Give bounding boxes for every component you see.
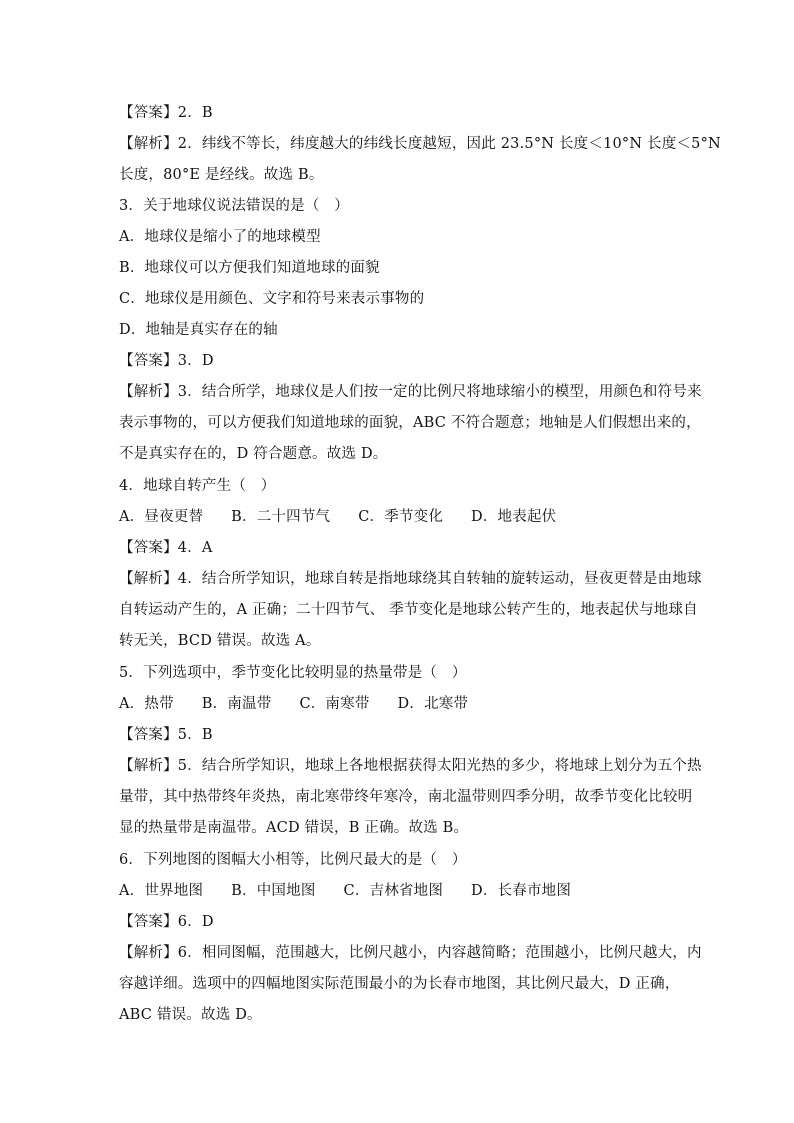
analysis-q6-line3: ABC 错误。故选 D。: [119, 1007, 262, 1023]
question-5: 5．下列选项中，季节变化比较明显的热量带是（ ）: [119, 665, 467, 681]
q4-options: [119, 507, 584, 527]
analysis-q6-line1: 【解析】6．相同图幅，范围越大，比例尺越小，内容越简略；范围越小，比例尺越大，内: [119, 945, 702, 961]
q5-option-d: D．北寒带: [397, 696, 469, 712]
q6-option-d: D．长春市地图: [471, 883, 572, 899]
q6-option-b: B．中国地图: [231, 883, 316, 899]
analysis-q4-line3: 转无关，BCD 错误。故选 A。: [119, 633, 321, 649]
analysis-q3-line2: 表示事物的，可以方便我们知道地球的面貌，ABC 不符合题意；地轴是人们假想出来的，: [119, 415, 701, 431]
question-3: 3．关于地球仪说法错误的是（ ）: [119, 198, 349, 214]
analysis-q5-line3: 显的热量带是南温带。ACD 错误，B 正确。故选 B。: [119, 820, 469, 836]
q6-options: [119, 881, 599, 901]
q3-option-c: C．地球仪是用颜色、文字和符号来表示事物的: [119, 291, 425, 307]
q5-options: [119, 694, 496, 714]
q6-option-a: A．世界地图: [119, 883, 204, 899]
analysis-q4-line2: 自转运动产生的，A 正确；二十四节气、 季节变化是地球公转产生的，地表起伏与地球自: [119, 602, 698, 618]
analysis-q6-line2: 容越详细。选项中的四幅地图实际范围最小的为长春市地图，其比例尺最大，D 正确，: [119, 976, 680, 992]
q3-option-b: B．地球仪可以方便我们知道地球的面貌: [119, 260, 380, 276]
q5-option-b: B．南温带: [201, 696, 272, 712]
q3-option-a: A．地球仪是缩小了的地球模型: [119, 229, 321, 245]
q3-option-d: D．地轴是真实存在的轴: [119, 322, 278, 338]
answer-q4: 【答案】4．A: [119, 540, 213, 556]
answer-q2: 【答案】2．B: [119, 105, 213, 121]
q6-option-c: C．吉林省地图: [343, 883, 444, 899]
q5-option-c: C．南寒带: [299, 696, 370, 712]
answer-q3: 【答案】3．D: [119, 353, 214, 369]
answer-q6: 【答案】6．D: [119, 914, 214, 930]
analysis-q2-line1: 【解析】2．纬线不等长，纬度越大的纬线长度越短，因此 23.5°N 长度＜10°N 长度＜5°N: [119, 136, 721, 152]
analysis-q3-line1: 【解析】3．结合所学，地球仪是人们按一定的比例尺将地球缩小的模型，用颜色和符号来: [119, 384, 702, 400]
analysis-q4-line1: 【解析】4．结合所学知识，地球自转是指地球绕其自转轴的旋转运动，昼夜更替是由地球: [119, 571, 702, 587]
analysis-q2-line2: 长度，80°E 是经线。故选 B。: [119, 167, 324, 183]
q4-option-a: A．昼夜更替: [119, 509, 204, 525]
question-4: 4．地球自转产生（ ）: [119, 478, 276, 494]
q4-option-c: C．季节变化: [358, 509, 444, 525]
analysis-q5-line1: 【解析】5．结合所学知识，地球上各地根据获得太阳光热的多少，将地球上划分为五个热: [119, 758, 702, 774]
answer-q5: 【答案】5．B: [119, 727, 213, 743]
analysis-q3-line3: 不是真实存在的，D 符合题意。故选 D。: [119, 446, 388, 462]
q4-option-b: B．二十四节气: [231, 509, 331, 525]
q5-option-a: A．热带: [119, 696, 174, 712]
analysis-q5-line2: 量带，其中热带终年炎热，南北寒带终年寒冷，南北温带则四季分明，故季节变化比较明: [119, 789, 693, 805]
question-6: 6．下列地图的图幅大小相等，比例尺最大的是（ ）: [119, 852, 467, 868]
q4-option-d: D．地表起伏: [471, 509, 557, 525]
